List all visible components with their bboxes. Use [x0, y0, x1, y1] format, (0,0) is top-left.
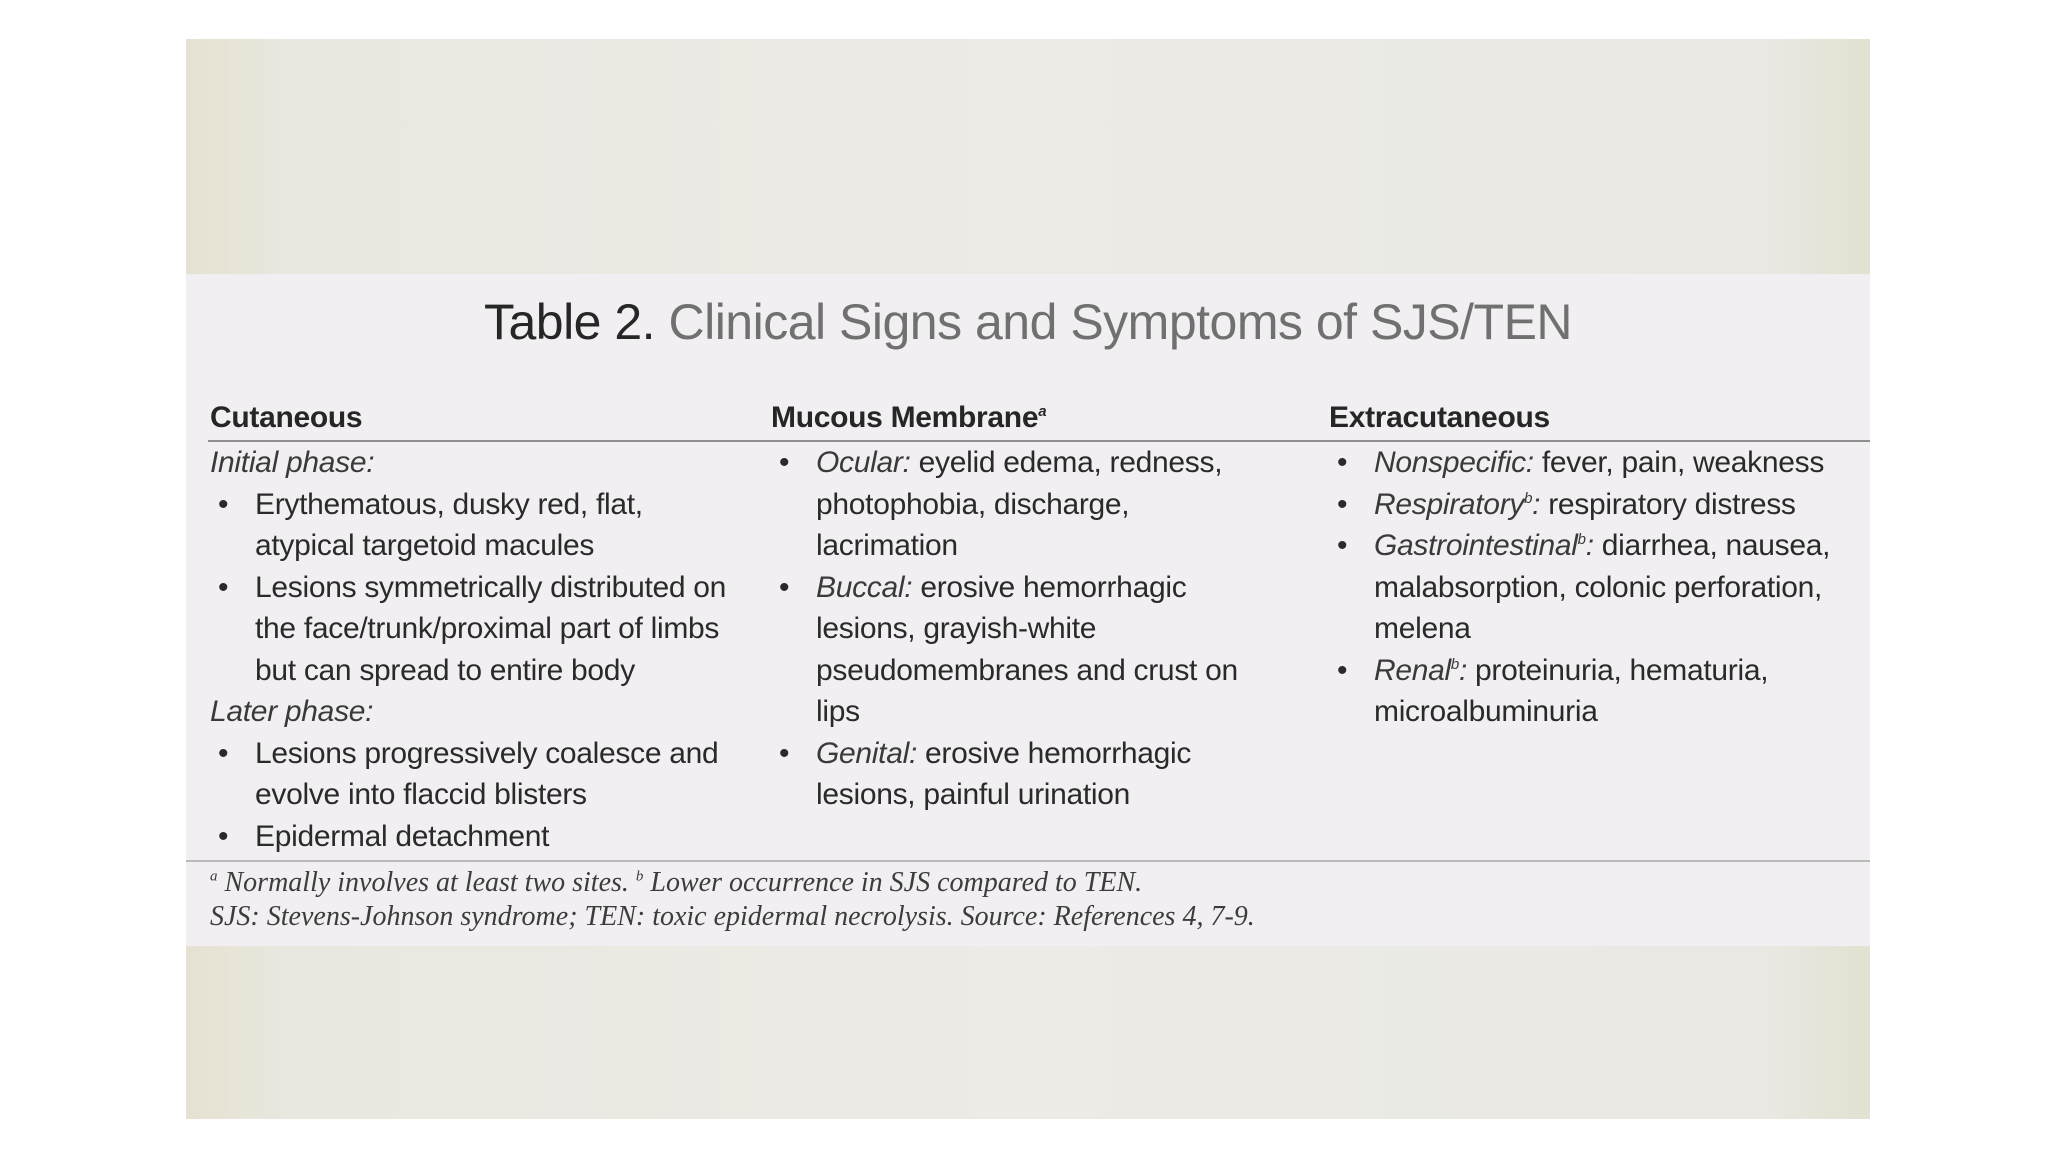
list-item [1329, 650, 1859, 733]
list-item [210, 567, 750, 692]
site-description: eyelid edema, redness, photophobia, discharge, lacrimation [816, 446, 1223, 562]
list-item [210, 484, 750, 567]
footnote-marker-a: a [1038, 403, 1047, 420]
footnote-divider [186, 860, 1870, 862]
list-item-text: Epidermal detachment [255, 819, 550, 853]
footnote-marker-b: b [1524, 489, 1533, 507]
list-item-text: Lesions progressively coalesce and evolve into flaccid blisters [255, 736, 719, 811]
footnote-line-2: SJS: Stevens-Johnson syndrome; TEN: toxic epidermal necrolysis. Source: References 4, 7-9. [210, 901, 1255, 932]
column-mucous-membrane [771, 442, 1271, 816]
bullet-icon: • [218, 819, 229, 853]
list-item [1329, 525, 1859, 650]
bullet-icon: • [1337, 529, 1348, 562]
slide [186, 39, 1870, 1119]
column-header-cutaneous: Cutaneous [210, 401, 363, 434]
system-term [1374, 654, 1467, 687]
table-panel [186, 274, 1870, 946]
column-header-mucous-label: Mucous Membrane [771, 401, 1039, 434]
bullet-icon: • [779, 446, 790, 479]
system-description: proteinuria, hematuria, microalbuminuria [1374, 653, 1769, 728]
later-phase-list [210, 733, 750, 858]
extracutaneous-list [1329, 442, 1859, 733]
system-description: respiratory distress [1540, 487, 1796, 521]
list-item-text: Lesions symmetrically distributed on the face/trunk/proximal part of limbs but can spread to entire body [255, 570, 727, 687]
bullet-icon: • [218, 736, 229, 770]
bullet-icon: • [218, 487, 229, 521]
footnote-marker-b: b [1577, 531, 1586, 548]
footnote-marker-b: b [1450, 655, 1459, 673]
column-extracutaneous [1329, 442, 1859, 733]
bullet-icon: • [218, 570, 229, 604]
system-term-label: Gastrointestinal [1374, 529, 1578, 562]
site-term: Ocular: [816, 446, 911, 479]
list-item [1329, 442, 1859, 484]
site-description: erosive hemorrhagic lesions, painful urination [816, 736, 1192, 811]
list-item [210, 816, 750, 858]
list-item [771, 733, 1271, 816]
list-item [1329, 484, 1859, 526]
initial-phase-list [210, 484, 750, 692]
site-term: Genital: [816, 736, 917, 770]
footnote-text-a: Normally involves at least two sites. [217, 867, 636, 898]
list-item [210, 733, 750, 816]
mucous-list [771, 442, 1271, 816]
table-footnote [210, 866, 1850, 934]
footnote-marker-a: a [210, 868, 218, 885]
column-cutaneous [210, 442, 750, 857]
table-title [186, 292, 1870, 352]
system-term [1374, 446, 1534, 479]
list-item [771, 567, 1271, 733]
bullet-icon: • [779, 570, 790, 604]
system-term-label: Nonspecific: [1374, 446, 1534, 479]
table-caption: Clinical Signs and Symptoms of SJS/TEN [668, 294, 1573, 350]
system-term-colon: : [1585, 529, 1594, 562]
list-item-text: Erythematous, dusky red, flat, atypical targetoid macules [255, 487, 643, 562]
list-item [771, 442, 1271, 567]
footnote-line-1 [210, 866, 1850, 900]
bullet-icon: • [1337, 446, 1348, 479]
table-number: Table 2. [483, 294, 656, 350]
system-term [1374, 529, 1594, 562]
system-term-label: Renal [1374, 653, 1451, 687]
bullet-icon: • [1337, 653, 1348, 687]
phase-label-initial: Initial phase: [210, 446, 375, 479]
system-term-colon: : [1532, 487, 1541, 521]
site-description: erosive hemorrhagic lesions, grayish-white pseudomembranes and crust on lips [816, 570, 1238, 728]
footnote-marker-b: b [635, 868, 644, 885]
bullet-icon: • [1337, 487, 1348, 521]
column-header-extracutaneous: Extracutaneous [1329, 401, 1550, 434]
site-term: Buccal: [816, 570, 913, 604]
system-term [1374, 488, 1540, 521]
system-term-colon: : [1458, 653, 1467, 687]
phase-label-later: Later phase: [210, 695, 374, 728]
column-header-mucous-membrane [771, 401, 1046, 435]
bullet-icon: • [779, 736, 790, 770]
footnote-text-b: Lower occurrence in SJS compared to TEN. [643, 867, 1143, 898]
system-description: fever, pain, weakness [1533, 446, 1825, 479]
system-description: diarrhea, nausea, malabsorption, colonic perforation, melena [1374, 529, 1831, 645]
system-term-label: Respiratory [1374, 487, 1525, 521]
